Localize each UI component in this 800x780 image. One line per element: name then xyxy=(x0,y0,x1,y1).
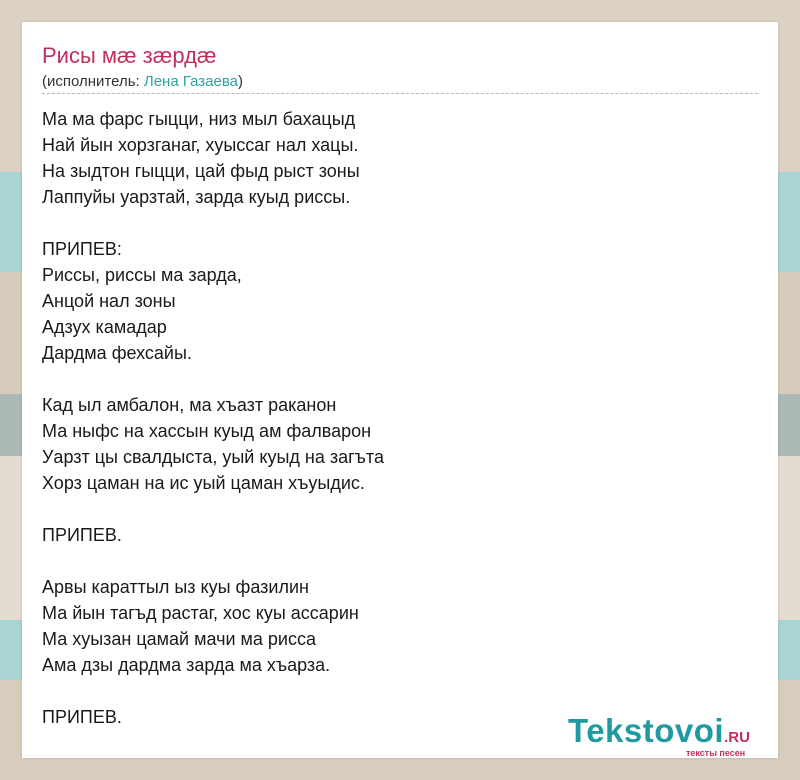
logo-main-text: Tekstovoi xyxy=(568,712,725,749)
lyric-line: Кад ыл амбалон, ма хъазт раканон xyxy=(42,395,337,415)
lyric-line: Адзух камадар xyxy=(42,317,167,337)
lyric-line: Ама дзы дардма зарда ма хъарза. xyxy=(42,655,331,675)
lyric-line xyxy=(42,210,742,236)
lyric-line: На зыдтон гыцци, цай фыд рыст зоны xyxy=(42,161,360,181)
lyric-line: Анцой нал зоны xyxy=(42,291,176,311)
lyric-line: Ма йын тагъд растаг, хос куы ассарин xyxy=(42,603,359,623)
lyric-line xyxy=(42,496,742,522)
lyric-line: Най йын хорзганаг, хуыссаг нал хацы. xyxy=(42,135,359,155)
lyric-line xyxy=(42,548,742,574)
lyric-line: Арвы караттыл ыз куы фазилин xyxy=(42,577,309,597)
lyric-line: ПРИПЕВ. xyxy=(42,707,122,727)
artist-link[interactable]: Лена Газаева xyxy=(143,73,239,90)
lyric-line: Лаппуйы уарзтай, зарда куыд риссы. xyxy=(42,187,351,207)
logo-tld: .RU xyxy=(724,729,750,746)
lyric-line: ПРИПЕВ. xyxy=(42,525,122,545)
lyric-line: Риссы, риссы ма зарда, xyxy=(42,265,242,285)
lyrics-card xyxy=(22,22,778,758)
artist-prefix: (исполнитель: xyxy=(42,73,144,90)
lyric-line: Ма ныфс на хассын куыд ам фалварон xyxy=(42,421,372,441)
lyric-line: Дардма фехсайы. xyxy=(42,343,192,363)
title-divider xyxy=(42,93,758,94)
artist-suffix: ) xyxy=(238,73,244,90)
lyric-line xyxy=(42,678,742,704)
logo-tagline: тексты песен xyxy=(686,748,746,758)
lyric-line: Ма ма фарс гыцци, низ мыл бахацыд xyxy=(42,109,356,129)
lyrics-body xyxy=(42,106,742,730)
lyric-line: Ма хуызан цамай мачи ма рисса xyxy=(42,629,316,649)
site-logo[interactable] xyxy=(568,712,750,758)
lyric-line: Хорз цаман на ис уый цаман хъуыдис. xyxy=(42,473,365,493)
lyric-line: Уарзт цы свалдыста, уый куыд на загъта xyxy=(42,447,384,467)
artist-line xyxy=(42,73,243,90)
song-title: Рисы мæ зæрдæ xyxy=(42,43,217,68)
lyric-line xyxy=(42,366,742,392)
lyric-line: ПРИПЕВ: xyxy=(42,239,122,259)
